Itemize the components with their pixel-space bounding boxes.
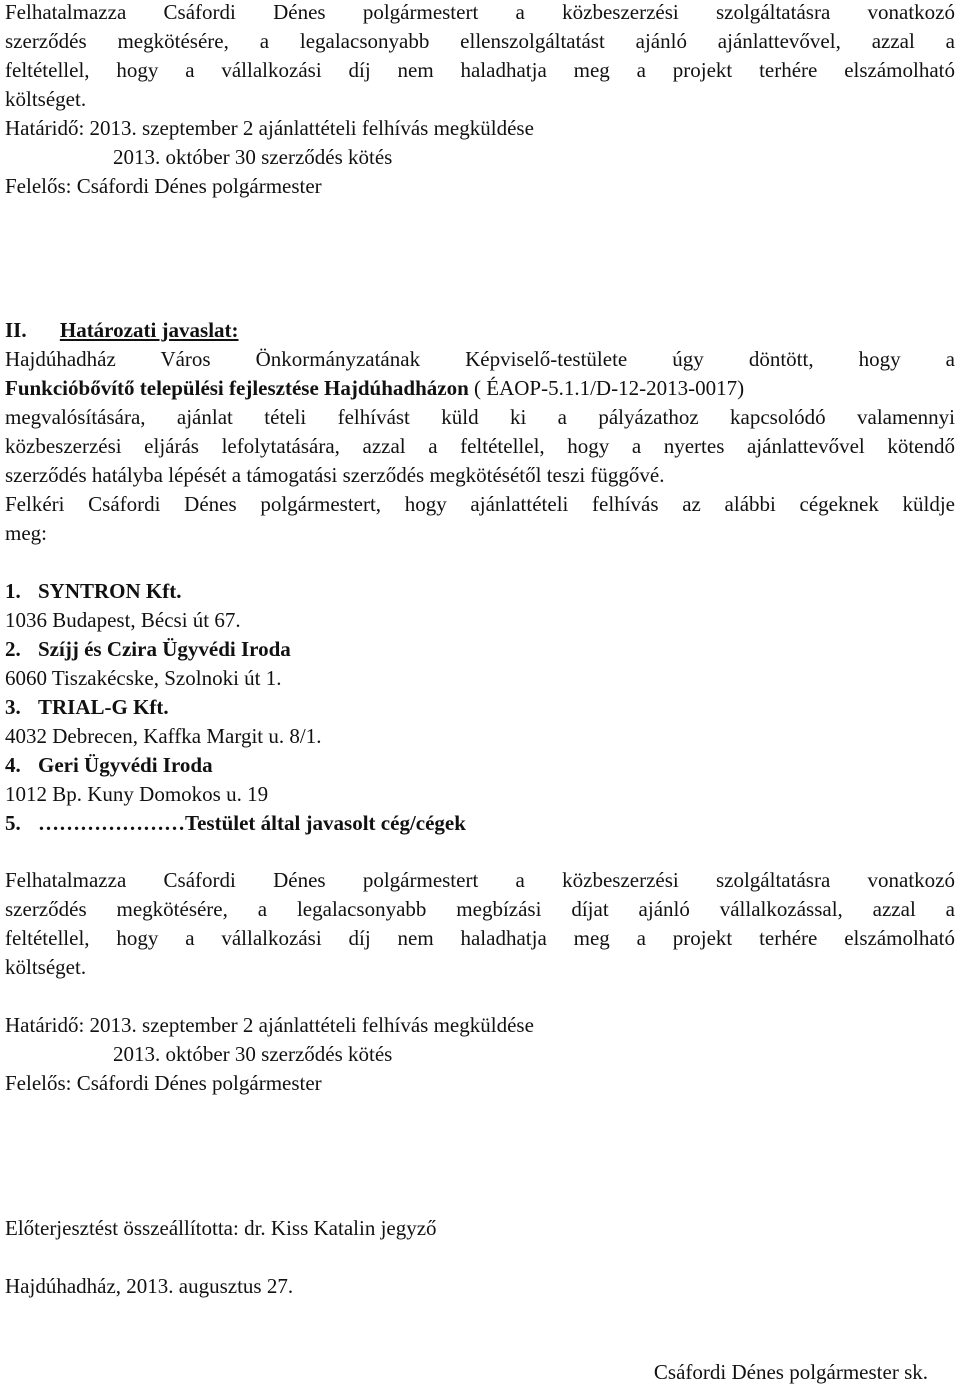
block2-paragraph-line-2: szerződés megkötésére, a legalacsonyabb megbízási díjat ajánló vállalkozással, azzal a — [5, 897, 955, 921]
section-2-project-line — [5, 374, 955, 403]
block1-paragraph-line-2: szerződés megkötésére, a legalacsonyabb ellenszolgáltatást ajánló ajánlattevővel, azzal a — [5, 29, 955, 53]
company-4-name: Geri Ügyvédi Iroda — [38, 753, 213, 777]
company-3-number: 3. — [5, 695, 21, 719]
prepared-by: Előterjesztést összeállította: dr. Kiss Katalin jegyző — [5, 1216, 437, 1240]
place-date: Hajdúhadház, 2013. augusztus 27. — [5, 1274, 294, 1298]
block1-paragraph-line-4: költséget. — [5, 87, 87, 111]
section-2-paragraph-line-5: meg: — [5, 521, 47, 545]
company-3-name: TRIAL-G Kft. — [38, 695, 169, 719]
company-4-name-line — [5, 751, 955, 780]
company-3-address: 4032 Debrecen, Kaffka Margit u. 8/1. — [5, 724, 322, 748]
section-2-heading — [5, 316, 955, 345]
section-2-paragraph-line-2: közbeszerzési eljárás lefolytatására, azzal a feltétellel, hogy a nyertes ajánlattevővel kötendő — [5, 434, 955, 458]
block1-deadline-line-1: Határidő: 2013. szeptember 2 ajánlattételi felhívás megküldése — [5, 116, 534, 140]
company-3-name-line — [5, 693, 955, 722]
block2-deadline-line-2: 2013. október 30 szerződés kötés — [113, 1042, 393, 1066]
section-2-paragraph-line-3: szerződés hatályba lépését a támogatási szerződés megkötésétől teszi függővé. — [5, 463, 665, 487]
section-2-paragraph-line-4: Felkéri Csáfordi Dénes polgármestert, hogy ajánlattételi felhívás az alábbi cégeknek küldje — [5, 492, 955, 516]
company-5-name-line — [5, 809, 955, 838]
block2-deadline-line-1: Határidő: 2013. szeptember 2 ajánlattételi felhívás megküldése — [5, 1013, 534, 1037]
block2-responsible: Felelős: Csáfordi Dénes polgármester — [5, 1071, 322, 1095]
company-2-address: 6060 Tiszakécske, Szolnoki út 1. — [5, 666, 282, 690]
section-2-title: Határozati javaslat: — [59, 318, 239, 342]
block2-paragraph-line-3: feltétellel, hogy a vállalkozási díj nem haladhatja meg a projekt terhére elszámolható — [5, 926, 955, 950]
block2-paragraph-line-4: költséget. — [5, 955, 87, 979]
company-2-name: Szíjj és Czira Ügyvédi Iroda — [38, 637, 291, 661]
section-2-intro-line: Hajdúhadház Város Önkormányzatának Képviselő-testülete úgy döntött, hogy a — [5, 347, 955, 371]
block1-deadline-line-2: 2013. október 30 szerződés kötés — [113, 145, 393, 169]
company-1-number: 1. — [5, 579, 21, 603]
block1-responsible: Felelős: Csáfordi Dénes polgármester — [5, 174, 322, 198]
block2-paragraph-line-1: Felhatalmazza Csáfordi Dénes polgármestert a közbeszerzési szolgáltatásra vonatkozó — [5, 868, 955, 892]
company-5-name: …………………Testület által javasolt cég/cégek — [38, 811, 466, 835]
company-1-name-line — [5, 577, 955, 606]
company-1-address: 1036 Budapest, Bécsi út 67. — [5, 608, 241, 632]
company-4-address: 1012 Bp. Kuny Domokos u. 19 — [5, 782, 269, 806]
company-5-number: 5. — [5, 811, 21, 835]
block1-paragraph-line-3: feltétellel, hogy a vállalkozási díj nem haladhatja meg a projekt terhére elszámolható — [5, 58, 955, 82]
project-code: ( ÉAOP-5.1.1/D-12-2013-0017) — [468, 376, 745, 400]
signature: Csáfordi Dénes polgármester sk. — [653, 1360, 928, 1384]
company-2-name-line — [5, 635, 955, 664]
company-1-name: SYNTRON Kft. — [38, 579, 182, 603]
block1-paragraph-line-1: Felhatalmazza Csáfordi Dénes polgármestert a közbeszerzési szolgáltatásra vonatkozó — [5, 0, 955, 24]
project-name: Funkcióbővítő települési fejlesztése Hajdúhadházon — [5, 376, 469, 400]
section-2-number: II. — [5, 318, 27, 342]
company-4-number: 4. — [5, 753, 21, 777]
section-2-paragraph-line-1: megvalósítására, ajánlat tételi felhívást küld ki a pályázathoz kapcsolódó valamennyi — [5, 405, 955, 429]
company-2-number: 2. — [5, 637, 21, 661]
